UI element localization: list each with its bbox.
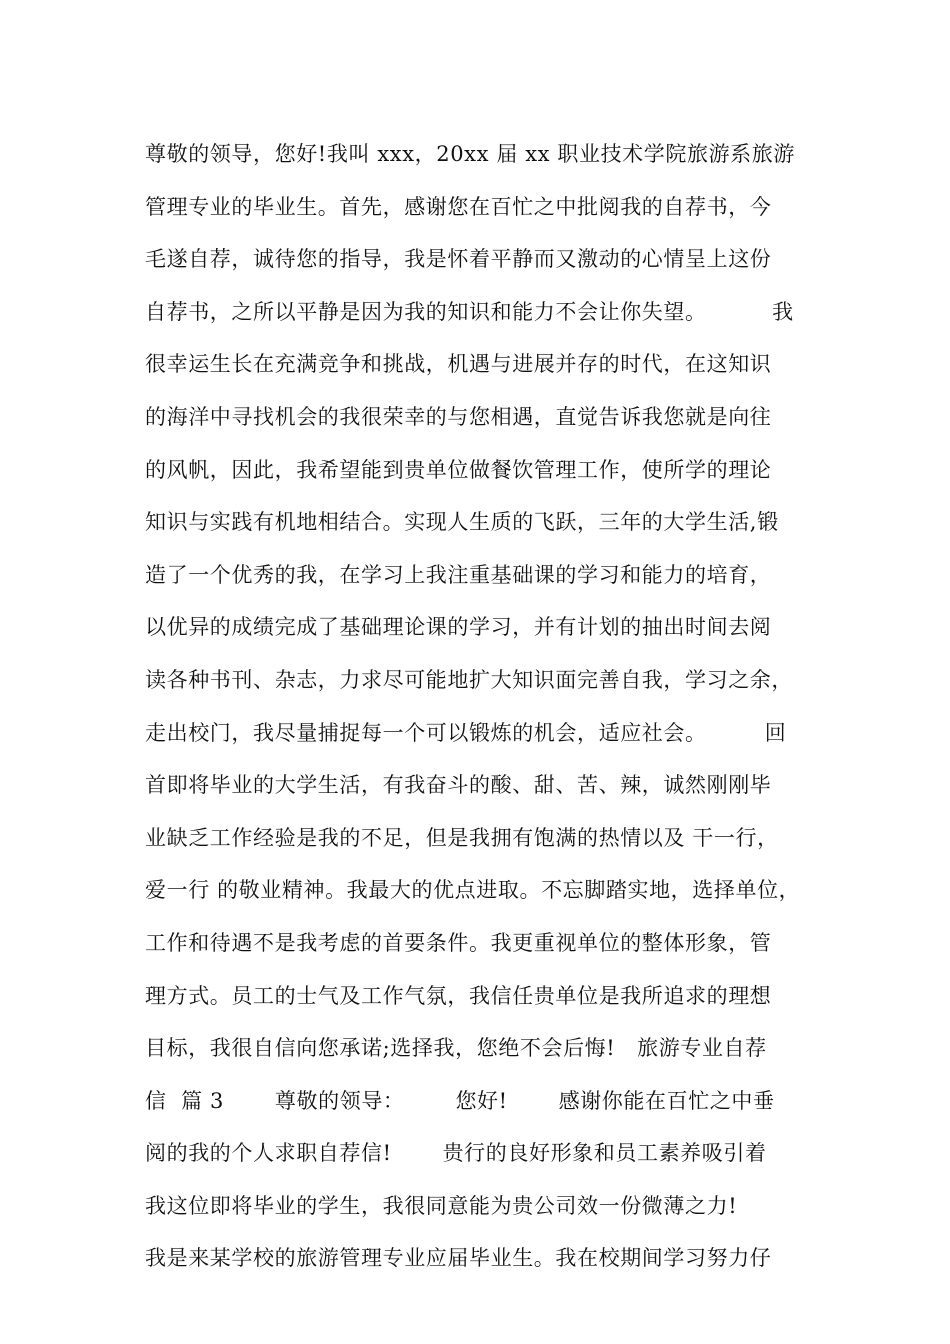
text-line: 首即将毕业的大学生活，有我奋斗的酸、甜、苦、辣，诚然刚刚毕	[145, 773, 772, 798]
text-line: 的风帆，因此，我希望能到贵单位做餐饮管理工作，使所学的理论	[145, 457, 772, 482]
text-line: 我这位即将毕业的学生，我很同意能为贵公司效一份微薄之力!	[145, 1193, 738, 1218]
text-line: 业缺乏工作经验是我的不足，但是我拥有饱满的热情以及 干一行，	[145, 825, 779, 850]
text-line: 尊敬的领导，您好!我叫 xxx，20xx 届 xx 职业技术学院旅游系旅游	[145, 142, 795, 166]
text-line: 爱一行 的敬业精神。我最大的优点进取。不忘脚踏实地，选择单位，	[145, 878, 801, 903]
letter-body	[145, 128, 845, 1285]
text-line: 以优异的成绩完成了基础理论课的学习，并有计划的抽出时间去阅	[145, 615, 772, 640]
text-line: 自荐书，之所以平静是因为我的知识和能力不会让你失望。 我	[145, 299, 794, 324]
text-line: 工作和待遇不是我考虑的首要条件。我更重视单位的整体形象，管	[145, 930, 772, 955]
text-line: 造了一个优秀的我，在学习上我注重基础课的学习和能力的培育，	[145, 562, 772, 587]
text-line: 理方式。员工的士气及工作气氛，我信任贵单位是我所追求的理想	[145, 983, 772, 1008]
text-line: 走出校门，我尽量捕捉每一个可以锻炼的机会，适应社会。 回	[145, 720, 787, 745]
text-line: 很幸运生长在充满竞争和挑战，机遇与进展并存的时代，在这知识	[145, 352, 772, 377]
text-line: 读各种书刊、杂志，力求尽可能地扩大知识面完善自我，学习之余，	[145, 667, 793, 692]
text-line: 阅的我的个人求职自荐信! 贵行的良好形象和员工素养吸引着	[145, 1141, 767, 1166]
text-line: 的海洋中寻找机会的我很荣幸的与您相遇，直觉告诉我您就是向往	[145, 404, 772, 429]
text-line: 信 篇 3 尊敬的领导： 您好! 感谢你能在百忙之中垂	[145, 1088, 775, 1113]
text-line: 我是来某学校的旅游管理专业应届毕业生。我在校期间学习努力仔	[145, 1246, 772, 1271]
text-line: 管理专业的毕业生。首先，感谢您在百忙之中批阅我的自荐书，今	[145, 194, 772, 219]
text-line: 毛遂自荐，诚待您的指导，我是怀着平静而又激动的心情呈上这份	[145, 247, 772, 272]
text-line: 目标，我很自信向您承诺;选择我，您绝不会后悔! 旅游专业自荐	[145, 1036, 767, 1061]
text-line: 知识与实践有机地相结合。实现人生质的飞跃，三年的大学生活,锻	[145, 510, 779, 535]
